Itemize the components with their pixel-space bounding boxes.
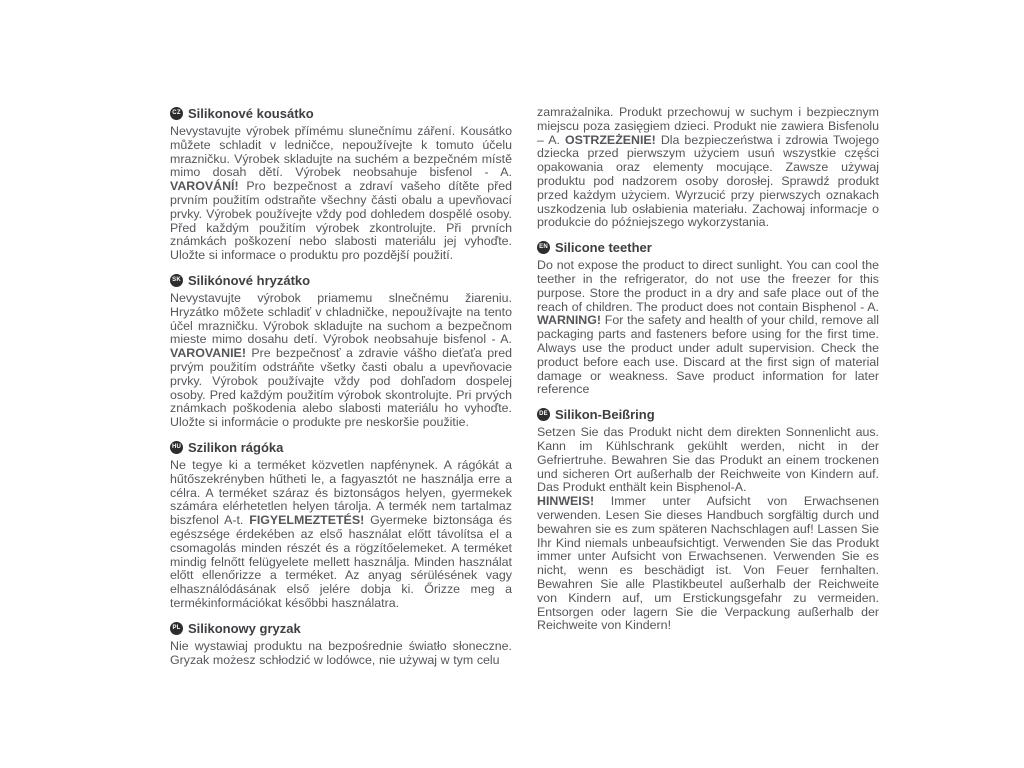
warning-keyword: VAROVANIE! — [170, 346, 246, 361]
section-heading — [537, 240, 879, 255]
section-title: Silikonowy gryzak — [188, 620, 301, 636]
language-section-en — [537, 240, 879, 397]
language-badge: DE — [537, 408, 550, 421]
language-badge: SK — [170, 274, 183, 287]
left-column — [170, 106, 512, 677]
body-text: Pre bezpečnosť a zdravie vášho dieťaťa pred prvým použitím odstráňte všetky časti obalu a upevňovacie prvky. Výrobok používajte vždy pod dohľadom dospelej osoby. Pred každým použitím výrobok skontrolujte. Pri prvých známkach poškodenia alebo slabosti materiálu ho vyhoďte. Uložte si informácie o produkte pre neskoršie použitie. — [170, 346, 512, 430]
body-text: Nevystavujte výrobok priamemu slnečnému žiareniu. Hryzátko môžete schladiť v chladničke, nepoužívajte na tento účel mrazničku. Výrobok skladujte na suchom a bezpečnom mieste mimo dosahu detí. Výrobok neobsahuje bisfenol - A. — [170, 290, 512, 347]
language-badge: EN — [537, 241, 550, 254]
section-title: Szilikon rágóka — [188, 439, 284, 455]
warning-keyword: VAROVÁNÍ! — [170, 179, 239, 194]
section-body — [537, 426, 879, 633]
warning-keyword: OSTRZEŻENIE! — [564, 132, 656, 147]
warning-keyword: HINWEIS! — [537, 494, 595, 509]
body-text: Nie wystawiaj produktu na bezpośrednie światło słoneczne. Gryzak możesz schłodzić w lodówce, nie używaj w tym celu — [170, 638, 512, 667]
body-text: Ne tegye ki a terméket közvetlen napfénynek. A rágókát a hűtőszekrényben hűtheti le, a fagyasztót ne használja erre a célra. A terméket száraz és biztonságos helyen, gyermekek számára elérhetetlen helyen tárolja. A termék nem tartalmaz biszfenol A-t. — [170, 457, 512, 528]
section-heading — [170, 440, 512, 455]
section-title: Silikon-Beißring — [555, 407, 655, 423]
body-text: Setzen Sie das Produkt nicht dem direkten Sonnenlicht aus. Kann im Kühlschrank gekühlt werden, nicht in der Gefriertruhe. Bewahren Sie das Produkt an einem trockenen und sicheren Ort außerhalb der Reichweite von Kindern auf. Das Produkt enthält kein Bisphenol-A. — [537, 425, 879, 495]
section-body — [170, 459, 512, 611]
section-heading — [537, 407, 879, 422]
section-title: Silikonové kousátko — [188, 106, 314, 121]
section-title: Silicone teether — [555, 240, 652, 256]
language-section-pl — [170, 621, 512, 668]
instruction-leaflet — [170, 106, 880, 677]
section-heading — [170, 621, 512, 636]
language-section-cz — [170, 106, 512, 263]
section-title: Silikónové hryzátko — [188, 272, 311, 288]
language-badge: HU — [170, 441, 183, 454]
language-section-pl-continued — [537, 106, 879, 230]
section-body — [537, 106, 879, 230]
section-body — [170, 640, 512, 668]
section-body — [170, 292, 512, 430]
language-badge: CZ — [170, 107, 183, 120]
language-section-de — [537, 407, 879, 633]
body-text: Dla bezpieczeństwa i zdrowia Twojego dziecka przed pierwszym użyciem usuń wszystkie części opakowania oraz elementy mocujące. Zawsze używaj produktu pod nadzorem osoby dorosłej. Sprawdź produkt przed każdym użyciem. Wyrzucić przy pierwszych oznakach uszkodzenia lub osłabienia materiału. Zachowaj informacje o produkcie do późniejszego wykorzystania. — [537, 132, 879, 230]
warning-keyword: WARNING! — [537, 313, 602, 328]
body-text: For the safety and health of your child, remove all packaging parts and fasteners before using for the first time. Always use the product under adult supervision. Check the product before each use. Discard at the first sign of material damage or weakness. Save product information for later reference — [537, 313, 879, 397]
language-section-sk — [170, 273, 512, 430]
body-text: zamrażalnika. Produkt przechowuj w suchym i bezpiecznym miejscu poza zasięgiem dzieci. Produkt nie zawiera Bisfenolu – A. — [537, 105, 879, 147]
language-badge: PL — [170, 622, 183, 635]
section-heading — [170, 273, 512, 288]
right-column — [537, 106, 879, 677]
body-text: Gyermeke biztonsága és egészsége érdekében az első használat előtt távolítsa el a csomagolás minden részét és a rögzítőelemeket. A terméket mindig felnőtt felügyelete mellett használja. Minden használat előtt ellenőrizze a terméket. Az anyag sérülésének vagy elhasználódásának első jelére dobja ki. Őrizze meg a termékinformációkat későbbi használatra. — [170, 513, 512, 610]
body-text: Pro bezpečnost a zdraví vašeho dítěte před prvním použitím odstraňte všechny části obalu a upevňovací prvky. Výrobek používejte vždy pod dohledem dospělé osoby. Před každým použitím výrobek zkontrolujte. Při prvních známkách poškození nebo slabosti materiálu jej vyhoďte. Uložte si informace o produktu pro pozdější použití. — [170, 179, 512, 263]
section-body — [537, 259, 879, 397]
body-text: Nevystavujte výrobek přímému slunečnímu záření. Kousátko můžete schladit v ledničce, nepoužívejte k tomuto účelu mrazničku. Výrobek skladujte na suchém a bezpečném místě mimo dosah dětí. Výrobek neobsahuje bisfenol - A. — [170, 124, 512, 180]
section-body — [170, 125, 512, 263]
section-heading — [170, 106, 512, 121]
language-section-hu — [170, 440, 512, 611]
body-text: Do not expose the product to direct sunlight. You can cool the teether in the refrigerator, do not use the freezer for this purpose. Store the product in a dry and safe place out of the reach of children. The product does not contain Bisphenol - A. — [537, 258, 879, 314]
warning-keyword: FIGYELMEZTETÉS! — [249, 513, 365, 528]
body-text: Immer unter Aufsicht von Erwachsenen verwenden. Lesen Sie dieses Handbuch sorgfältig durch und bewahren sie es zum späteren Nachschlagen auf! Lassen Sie Ihr Kind niemals unbeaufsichtigt. Verwenden Sie das Produkt immer unter Aufsicht von Erwachsenen. Verwenden Sie es nicht, wenn es beschädigt ist. Von Feuer fernhalten. Bewahren Sie alle Plastikbeutel außerhalb der Reichweite von Kindern auf, um Erstickungsgefahr zu vermeiden. Entsorgen oder lagern Sie die Verpackung außerhalb der Reichweite von Kindern! — [537, 494, 879, 633]
